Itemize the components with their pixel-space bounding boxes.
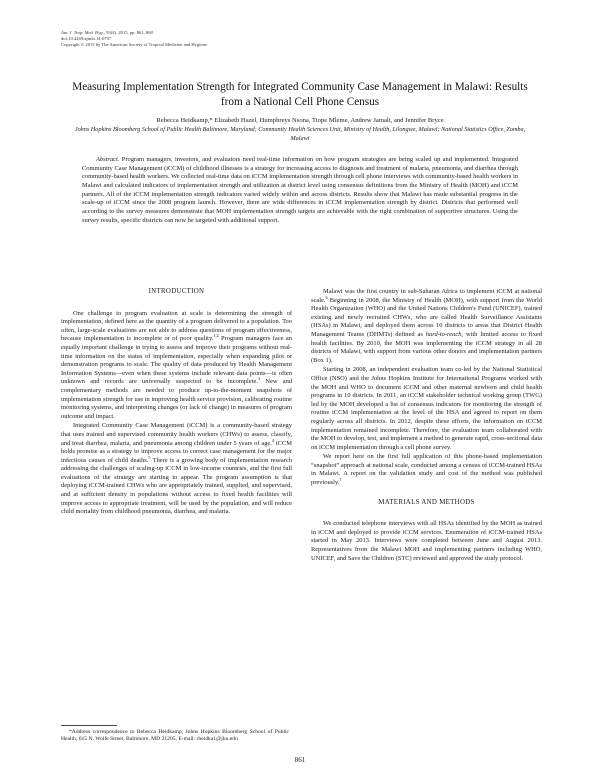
intro-paragraph-2: Integrated Community Case Management (iCCM) is a community-based strategy that uses trained and supervised community health workers (CHWs) to assess, classify, and treat diarrhea, malaria, and pneumonia among children under 5 years of age.$^4$ iCCM holds promise as a strategy to improve access to correct case management for the major infectious causes of child deaths.$^5$ There is a growing body of implementation research addressing the challenges of scaling-up iCCM in low-income countries, and the first full evaluations of the strategy are starting to appear. The program assumption is that deploying iCCM-trained CHWs who are appropriately trained, supplied, and supervised, and at sufficient density in populations without access to fixed health facilities will improve access to appropriate treatment, will be used by the population, and will reduce child mortality from childhood pneumonia, diarrhea, and malaria. xyxy=(61,422,292,516)
methods-paragraph-1: We conducted telephone interviews with all HSAs identified by the MOH as trained in iCCM and deployed to provide iCCM services. Enumeration of iCCM-trained HSAs started in May 2013. Interviews were completed between June and August 2013. Representatives from the Malawi MOH and implementing partners including WHO, UNICEF, and Save the Children (STC) reviewed and approved the study protocol. xyxy=(311,520,542,562)
abstract-text: Program managers, investors, and evaluators need real-time information on how program strategies are being scaled up and implemented. Integrated Community Case Management (iCCM) of childhood illnesses is a strategy for increasing access to diagnosis and treatment of malaria, pneumonia, and diarrhea through community-based health workers. We collected real-time data on iCCM implementation strength through cell phone interviews with community-based health workers in Malawi and calculated indicators of implementation strength and utilization at district level using consensus definitions from the Ministry of Health (MOH) and iCCM partners. All of the iCCM implementation strength indicators varied widely within and across districts. Results show that Malawi has made substantial progress in the scale-up of iCCM since the 2008 program launch. However, there are wide differences in iCCM implementation strength by district. Districts that performed well according to the survey measures demonstrate that MOH implementation strength targets are achievable with the right combination of supportive structures. Using the survey results, specific districts can now be targeted with additional support. xyxy=(82,156,518,224)
journal-citation: Am. J. Trop. Med. Hyg., 93(4), 2015, pp. 861–868 xyxy=(61,30,153,35)
intro-paragraph-1: One challenge to program evaluation at scale is determining the strength of implementation, defined here as the quantity of a program delivered to a population. Too often, large-scale evaluations are not able to address questions of program effectiveness, because implementation is incomplete or of poor quality.$^{1,2}$ Program managers face an equally important challenge in trying to assess and improve their programs without real-time information on the status of implementation, especially when expanding pilot or demonstration programs to scale. The quality of data produced by Health Management Information Systems—even when these systems include relevant data points—is often unknown and records are universally suspected to be incomplete.$^3$ New and complementary methods are needed to produce up-to-the-moment snapshots of implementation strength for use in improving health service provision, calibrating routine monitoring systems, and interpreting changes (or lack of change) in measures of program outcome and impact. xyxy=(61,309,293,420)
intro-paragraph-5: We report here on the first full application of this phone-based implementation “snapshot” approach at national scale, conducted among a census of iCCM-trained HSAs in Malawi. A report on the validation study and cost of the method was published previously.$^7$ xyxy=(311,453,542,487)
citation-ref: 1,2 xyxy=(213,333,219,339)
citation-ref: 3 xyxy=(257,376,261,382)
abstract xyxy=(82,156,518,225)
abstract-label: Abstract. xyxy=(96,156,120,163)
left-column xyxy=(61,288,292,517)
footnote-divider xyxy=(61,725,117,726)
article-title: Measuring Implementation Strength for Integrated Community Case Management in Malawi: Results from a National Cell Phone Census xyxy=(72,81,528,108)
citation-ref: 5 xyxy=(148,454,151,460)
page-number: 861 xyxy=(294,756,306,764)
right-column xyxy=(311,288,542,563)
journal-copyright: Copyright © 2015 by The American Society of Tropical Medicine and Hygiene xyxy=(61,42,207,48)
citation-ref: 6 xyxy=(325,294,328,300)
intro-paragraph-4: Starting in 2008, an independent evaluation team co-led by the National Statistical Office (NSO) and the Johns Hopkins Institute for International Programs worked with the MOH and WHO to document iCCM and other maternal newborn and child health programs in 10 districts. In 2011, an iCCM stakeholder technical working group (TWG) led by the MOH developed a list of consensus indicators for monitoring the strength of routine iCCM implementation at the level of the HSA and agreed to report on them regularly across all districts. In 2012, despite these efforts, the information on iCCM implementation remained incomplete. Therefore, the evaluation team collaborated with the MOH to develop, test, and implement a method to generate rapid, cross-sectional data on iCCM implementation through a cell phone survey. xyxy=(311,366,542,451)
citation-ref: 7 xyxy=(339,476,342,482)
journal-doi: doi:10.4269/ajtmh.14-0797 xyxy=(61,36,112,42)
affiliations: Johns Hopkins Bloomberg School of Public Health Baltimore, Maryland; Community Health Sciences Unit, Ministry of Health, Lilongwe, Malawi; National Statistics Office, Zomba, Malawi xyxy=(74,126,526,142)
author-list: Rebecca Heidkamp,* Elizabeth Hazel, Humphreys Nsona, Tiope Mleme, Andrew Jamali, and Jennifer Bryce xyxy=(156,117,444,124)
correspondence-footnote: *Address correspondence to Rebecca Heidkamp, Johns Hopkins Bloomberg School of Public Health, 615 N. Wolfe Street, Baltimore, MD 21205. E-mail: rheidka1@jhu.edu xyxy=(61,729,289,743)
introduction-heading: INTRODUCTION xyxy=(148,288,205,295)
citation-ref: 4 xyxy=(271,437,274,443)
intro-paragraph-3: Malawi was the first country in sub-Saharan Africa to implement iCCM at national scale.$^6$ Beginning in 2008, the Ministry of Health (MOH), with support from the World Health Organization (WHO) and the United Nations Children's Fund (UNICEF), trained existing and newly recruited CHWs, who are called Health Surveillance Assistants (HSAs) in Malawi, and deployed them across 10 districts to areas that District Health Management Teams (DHMTs) defined as hard-to-reach, with limited access to fixed health facilities. By 2010, the MOH was implementing the iCCM strategy in all 28 districts of Malawi, with support from various other donors and implementation partners (Box 1). xyxy=(311,288,542,364)
journal-header xyxy=(61,30,207,49)
methods-heading: MATERIALS AND METHODS xyxy=(378,498,475,506)
